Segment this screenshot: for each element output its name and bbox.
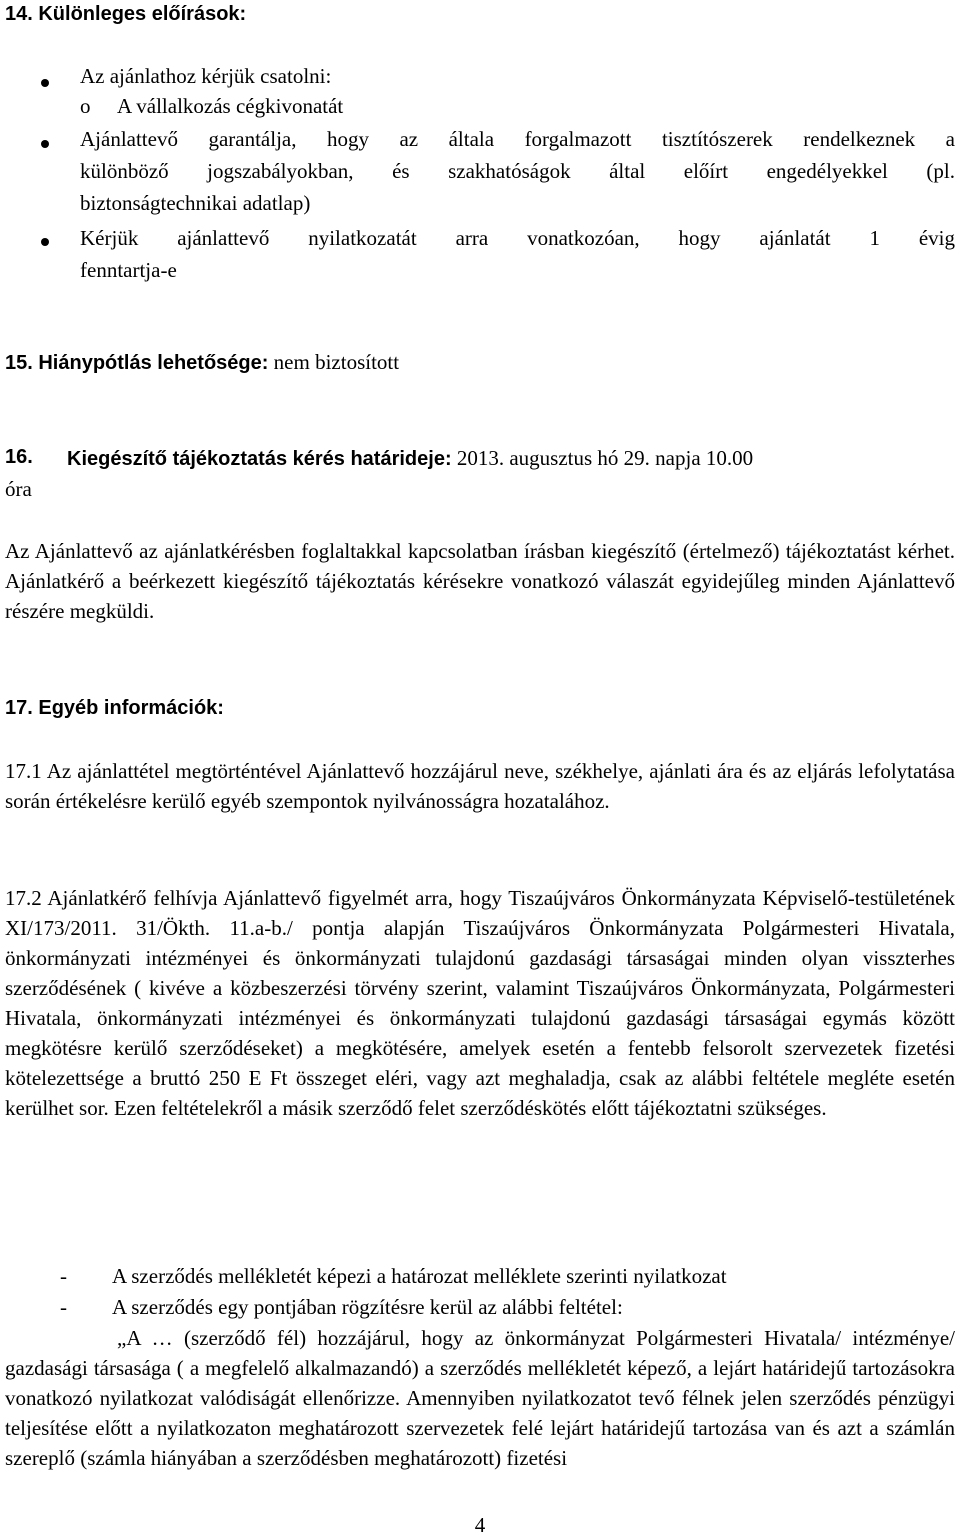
section-16-heading-bold: Kiegészítő tájékoztatás kérés határideje:	[67, 448, 452, 470]
dash-item-annex: A szerződés mellékletét képezi a határozat melléklete szerinti nyilatkozat	[112, 1264, 727, 1288]
dash-marker: -	[60, 1295, 67, 1319]
section-16-number: 16.	[5, 446, 33, 468]
section-15-heading-bold: 15. Hiánypótlás lehetősége:	[5, 352, 269, 374]
page-number: 4	[474, 1513, 486, 1537]
section-16-heading-value: 2013. augusztus hó 29. napja 10.00	[451, 446, 754, 470]
section-15-heading-value: nem biztosított	[268, 350, 400, 374]
sub-bullet-circle-icon: o	[80, 94, 91, 118]
section-15-heading	[5, 350, 399, 375]
section-16-heading	[67, 446, 753, 471]
bullet-attach-text: Az ajánlathoz kérjük csatolni:	[80, 64, 332, 88]
bullet-icon	[41, 79, 49, 87]
bullet-declaration-line-2: fenntartja-e	[80, 258, 177, 282]
dash-item-condition: A szerződés egy pontjában rögzítésre kerül az alábbi feltétel:	[112, 1295, 623, 1319]
paragraph-17-2: 17.2 Ajánlatkérő felhívja Ajánlattevő figyelmét arra, hogy Tiszaújváros Önkormányzata Képviselő-testületének XI/173/2011. 31/Ökth. 11.a-b./ pontja alapján Tiszaújváros Önkormányzata Polgármesteri Hivatala, önkormányzati intézményei és önkormányzati tulajdonú gazdasági társaságai minden olyan visszterhes szerződésének ( kivéve a közbeszerzési törvény szerint, valamint Tiszaújváros Önkormányzata, Polgármesteri Hivatala, önkormányzati intézményei és önkormányzati tulajdonú gazdasági társaságai egymás között megkötésre kerülő szerződéseket) a megkötésére, amelyek esetén a fentebb felsorolt szervezetek fizetési kötelezettsége a bruttó 250 E Ft összeget eléri, vagy azt meghaladja, csak az alábbi feltétele megléte esetén kerülhet sor. Ezen feltételekről a másik szerződő felet szerződéskötés előtt tájékoztatni szükséges.	[5, 886, 955, 1120]
bullet-declaration-line-1: Kérjük ajánlattevő nyilatkozatát arra vonatkozóan, hogy ajánlatát 1 évig	[80, 226, 955, 250]
bullet-guarantee-line-2: különböző jogszabályokban, és szakhatóságok által előírt engedélyekkel (pl.	[80, 159, 955, 183]
section-17-heading: 17. Egyéb információk:	[5, 697, 224, 719]
bullet-icon	[41, 238, 49, 246]
section-16-heading-cont: óra	[5, 477, 32, 501]
bullet-icon	[41, 140, 49, 148]
bullet-guarantee-line-1: Ajánlattevő garantálja, hogy az általa forgalmazott tisztítószerek rendelkeznek a	[80, 127, 955, 151]
section-14-heading: 14. Különleges előírások:	[5, 3, 247, 25]
paragraph-17-1: 17.1 Az ajánlattétel megtörténtével Ajánlattevő hozzájárul neve, székhelye, ajánlati ára és az eljárás lefolytatása során értékelésre kerülő egyéb szempontok nyilvánosságra hozatalához.	[5, 759, 955, 813]
bullet-guarantee-line-3: biztonságtechnikai adatlap)	[80, 191, 311, 215]
section-16-paragraph: Az Ajánlattevő az ajánlatkérésben foglaltakkal kapcsolatban írásban kiegészítő (értelmező) tájékoztatást kérhet. Ajánlatkérő a beérkezett kiegészítő tájékoztatás kérésekre vonatkozó válaszát egyidejűleg minden Ajánlattevő részére megküldi.	[5, 539, 955, 623]
quoted-condition-paragraph: „A … (szerződő fél) hozzájárul, hogy az önkormányzat Polgármesteri Hivatala/ intézménye/ gazdasági társasága ( a megfelelő alkalmazandó) a szerződés mellékletét képező, a lejárt határidejű tartozásokra vonatkozó nyilatkozat valódiságát ellenőrizze. Amennyiben nyilatkozatot tevő félnek jelen szerződés pénzügyi teljesítése előtt a nyilatkozaton meghatározott szervezetek felé lejárt határidejű tartozása van és azt a számlán szereplő (számla hiányában a szerződésben meghatározott) fizetési	[5, 1326, 955, 1470]
sub-bullet-company-extract: A vállalkozás cégkivonatát	[117, 94, 344, 118]
dash-marker: -	[60, 1264, 67, 1288]
